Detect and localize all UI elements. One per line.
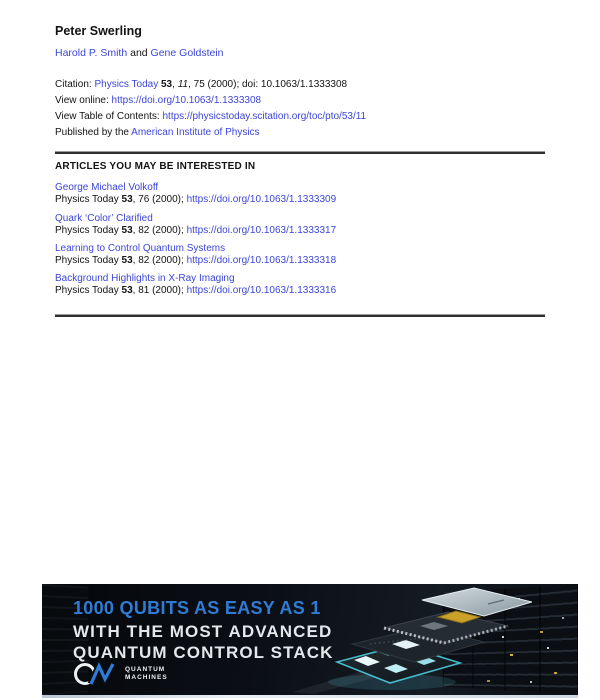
banner-subline-2: QUANTUM CONTROL STACK [73,643,334,662]
citation-line [55,77,366,93]
toc-line [55,109,366,125]
publisher-link[interactable]: American Institute of Physics [131,127,260,138]
article-title-line [55,213,336,225]
citation-text: , 82 (2000); [132,254,187,266]
author-link-2[interactable]: Gene Goldstein [150,47,224,59]
article-citation-line [55,285,336,297]
related-article-link[interactable]: Quark ‘Color’ Clarified [55,213,153,224]
authors-separator: and [127,47,151,59]
citation-text: , 81 (2000); [132,284,187,296]
publisher-line [55,125,366,141]
logo-word-quantum: QUANTUM [125,666,166,673]
volume-number: 53 [121,254,133,266]
doi-link[interactable]: https://doi.org/10.1063/1.1333316 [186,284,337,296]
rack-led-lights-white [42,584,44,586]
citation-block [55,77,366,141]
related-article-4 [55,273,336,296]
citation-text: , 82 (2000); [132,224,187,236]
view-online-line [55,93,366,109]
related-article-1 [55,182,336,205]
doi-link[interactable]: https://doi.org/10.1063/1.1333318 [186,254,337,266]
toc-link[interactable]: https://physicstoday.scitation.org/toc/pto/53/11 [162,111,367,122]
banner-bottom-strip [42,695,578,698]
article-title-line [55,273,336,285]
article-title-line [55,182,336,194]
related-article-link[interactable]: Background Highlights in X-Ray Imaging [55,273,235,284]
quantum-machines-logo [73,660,168,688]
banner-headline: 1000 QUBITS AS EASY AS 1 [73,598,321,618]
volume-number: 53 [158,79,173,90]
related-article-2 [55,213,336,236]
author-line [55,47,224,59]
publisher-label: Published by the [55,127,132,138]
citation-text: Physics Today [55,224,122,236]
toc-label: View Table of Contents: [55,111,163,122]
view-online-link[interactable]: https://doi.org/10.1063/1.1333308 [111,95,262,106]
article-citation-line [55,255,336,267]
article-title-line [55,243,336,255]
doi-link[interactable]: https://doi.org/10.1063/1.1333309 [186,193,337,205]
citation-tail: , 75 (2000); doi: 10.1063/1.1333308 [188,79,348,90]
article-citation-line [55,194,336,206]
advertisement-banner[interactable] [42,584,578,698]
logo-word-machines: MACHINES [125,674,168,681]
volume-number: 53 [121,284,133,296]
volume-number: 53 [121,193,133,205]
logo-wordmark [125,666,168,682]
issue-number: 11 [177,79,189,90]
citation-text: Physics Today [55,284,122,296]
comma: , [172,79,178,90]
divider-top [55,152,545,154]
divider-bottom [55,315,545,317]
doi-link[interactable]: https://doi.org/10.1063/1.1333317 [186,224,337,236]
banner-subline-1: WITH THE MOST ADVANCED [73,622,333,641]
related-article-3 [55,243,336,266]
related-article-link[interactable]: Learning to Control Quantum Systems [55,243,226,254]
related-articles-heading: ARTICLES YOU MAY BE INTERESTED IN [55,161,256,172]
citation-text: Physics Today [55,193,122,205]
view-online-label: View online: [55,95,112,106]
author-link-1[interactable]: Harold P. Smith [55,47,128,59]
citation-label: Citation: [55,79,95,90]
article-citation-line [55,225,336,237]
article-title: Peter Swerling [55,24,142,38]
qm-monogram-icon [73,660,119,688]
related-article-link[interactable]: George Michael Volkoff [55,182,159,193]
citation-text: , 76 (2000); [132,193,187,205]
volume-number: 53 [121,224,133,236]
journal-link[interactable]: Physics Today [94,79,159,90]
citation-text: Physics Today [55,254,122,266]
